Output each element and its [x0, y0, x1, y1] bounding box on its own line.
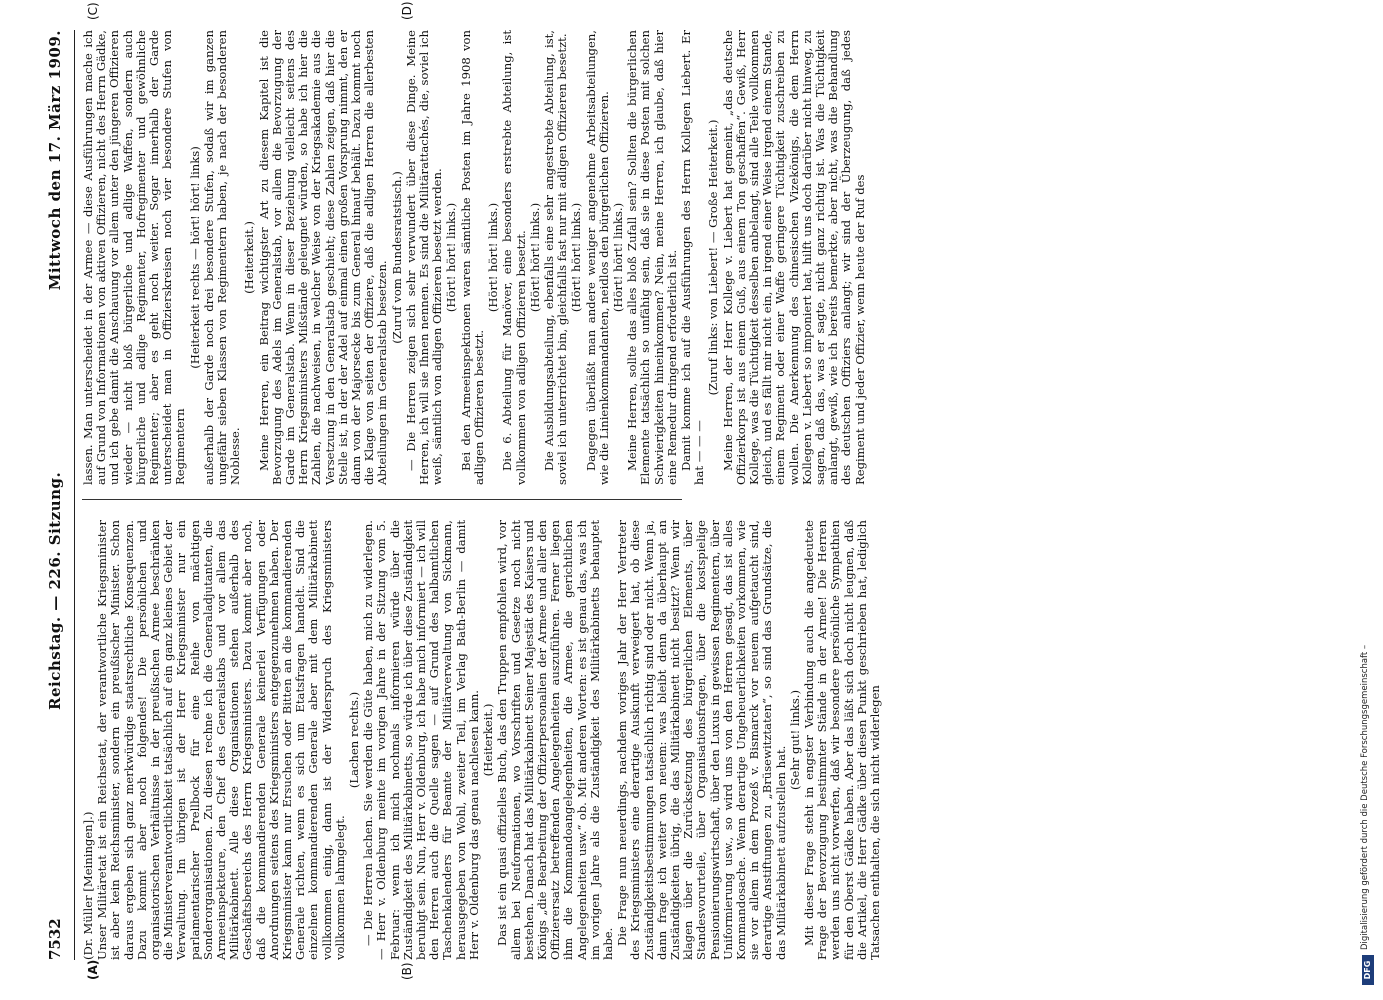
interjection: (Hört! hört! links.): [569, 202, 584, 313]
digitization-credit: Digitalisierung gefördert durch die Deutsche Forschungsgemeinschaft –: [1360, 644, 1370, 950]
interjection: (Hört! hört! links.): [610, 202, 625, 313]
left-column: [81, 520, 882, 960]
interjection: (Heiterkeit rechts — hört! hört! links): [187, 146, 202, 369]
interjection: (Lachen rechts.): [347, 691, 362, 789]
margin-marker-c: (C): [86, 2, 100, 20]
speaker-line: (Dr. Müller [Meiningen].): [81, 811, 95, 960]
right-column: [81, 30, 867, 485]
paragraph: Die 6. Abteilung für Manöver, eine besonders erstrebte Abteilung, ist vollkommen von adligen Offizieren besetzt.: [500, 30, 528, 485]
column-divider: [82, 499, 682, 500]
paragraph: Damit komme ich auf die Ausführungen des Herrn Kollegen Liebert. Er hat — — —: [678, 30, 707, 485]
paragraph: Meine Herren, der Herr Kollege v. Liebert hat gemeint, „das deutsche Offizierkorps ist aus einem Guß, aus einem Ton geschaffen“. Gewiß, Herr Kollege, was die Tüchtigkeit desselben anbelangt, sind alle Teile vollkommen gleich, und es fällt mir nicht ein, in irgend einer Weise irgend einem Stande, einem Regiment oder einer Waffe geringere Tüchtigkeit zuschreiben zu wollen. Die Anerkennung des chinesischen Vizekönigs, die dem Herrn Kollegen v. Liebert so imponiert hat, hilft uns doch darüber nicht hinweg, zu sagen, daß das, was er sagte, nicht ganz richtig ist. Was die Tüchtigkeit anlangt, gewiß, wie ich bereits bemerkte, aber nicht, was die Behandlung des deutschen Offiziers anlangt; wir sind der Überzeugung, daß jedes Regiment und jeder Offizier, wenn heute der Ruf des: [720, 30, 867, 485]
paragraph: Unser Militäretat ist ein Reichsetat, der verantwortliche Kriegsminister ist aber kein Reichsminister, sondern ein preußischer Minister. Schon daraus ergeben sich ganz merkwürdige staatsrechtliche Konsequenzen. Dazu kommt aber noch folgendes! Die persönlichen und organisatorischen Verhältnisse in der preußischen Armee beschränken die Ministerverantwortlichkeit tatsächlich auf ein ganz kleines Gebiet der Verwaltung. Im übrigen ist der Herr Kriegsminister nur ein parlamentarischer Prellbock für eine Reihe von mächtigen Sonderorganisationen. Zu diesen rechne ich die Generaladjutanten, die Armeeinspekteure, den Chef des Generalstabs und vor allem das Militärkabinett. Alle diese Organisationen stehen außerhalb des Geschäftsbereichs des Herrn Kriegsministers. Dazu kommt aber noch, daß die kommandierenden Generale keinerlei Verfügungen oder Anordnungen seitens des Kriegsministers entgegenzunehmen haben. Der Kriegsminister kann nur Ersuchen oder Bitten an die kommandierenden Generale richten, wenn es sich um Etatsfragen handelt. Sind die einzelnen kommandierenden Generale aber mit dem Militärkabinett vollkommen einig, dann ist der Widerspruch des Kriegsministers vollkommen lahmgelegt.: [95, 520, 347, 960]
interjection: (Zuruf links: von Liebert! — Große Heiterkeit.): [706, 119, 721, 396]
margin-marker-d: (D): [400, 1, 414, 20]
interjection: (Sehr gut! links.): [787, 690, 802, 790]
paragraph: Bei den Armeeinspektionen waren sämtliche Posten im Jahre 1908 von adligen Offizieren besetzt.: [458, 30, 486, 485]
interjection: (Hört! hört! links.): [486, 202, 501, 313]
header-rule: [74, 30, 75, 960]
paragraph: Meine Herren, ein Beitrag wichtigster Art zu diesem Kapitel ist die Bevorzugung des Adels im Generalstab, vor allem die Bevorzugung der Garde im Generalstab. Wenn in dieser Beziehung vielleicht seitens des Herrn Kriegsministers Mißstände geleugnet würden, so habe ich hier die Zahlen, die nachweisen, in welcher Weise von der Kriegsakademie aus die Versetzung in den Generalstab geschieht; diese Zahlen zeigen, daß hier die Stelle ist, in der der Adel auf einmal einen großen Vorsprung nimmt, den er dann von der Majorsecke bis zum General hinauf behält. Dazu kommt noch die Klage von seiten der Offiziere, daß die adligen Herren die allerbesten Abteilungen im Generalstab besetzen.: [256, 30, 390, 485]
interjection: (Hört! hört! links.): [527, 202, 542, 313]
session-date: Mittwoch den 17. März 1909.: [46, 30, 64, 291]
interjection: (Hört! hört! links.): [444, 202, 459, 313]
page-number: 7532: [46, 918, 64, 960]
dfg-logo: DFG: [1362, 955, 1374, 985]
interjection: (Heiterkeit.): [481, 703, 496, 777]
paragraph: Dagegen überläßt man andere weniger angenehme Arbeitsabteilungen, wie die Linienkommandanten, neidlos den bürgerlichen Offizieren.: [583, 30, 611, 485]
paragraph: außerhalb der Garde noch drei besondere Stufen, sodaß wir im ganzen ungefähr sieben Klassen von Regimentern haben, je nach der besonderen Noblesse.: [201, 30, 243, 485]
paragraph: Mit dieser Frage steht in engster Verbindung auch die angedeutete Frage der Bevorzugung bestimmter Stände in der Armee! Die Herren werden uns nicht vorwerfen, daß wir besondere persönliche Sympathien für den Oberst Gädke haben. Aber das läßt sich doch nicht leugnen, daß die Artikel, die Herr Gädke über diesen Punkt geschrieben hat, lediglich Tatsachen enthalten, die sich nicht widerlegen: [801, 520, 882, 960]
margin-marker-b: (B): [400, 962, 414, 980]
margin-marker-a: (A): [86, 959, 100, 980]
session-title: Reichstag. — 226. Sitzung.: [46, 471, 64, 710]
paragraph: — Die Herren zeigen sich sehr verwundert über diese Dinge. Meine Herren, ich will sie Ihnen nennen. Es sind die Militärattachés, die, soviel ich weiß, sämtlich von adligen Offizieren besetzt werden.: [403, 30, 445, 485]
paragraph: Das ist ein quasi offizielles Buch, das den Truppen empfohlen wird, vor allem bei Neuformationen, wo Vorschriften und Gesetze noch nicht bestehen. Danach hat das Militärkabinett Seiner Majestät des Kaisers und Königs „die Bearbeitung der Offizierpersonalien der Armee und aller den Offizierersatz betreffenden Angelegenheiten auszuführen. Ferner liegen ihm die Kommandoangelegenheiten, die Armee, die gerichtlichen Angelegenheiten usw.“ ob. Mit anderen Worten: es ist genau das, was ich im vorigen Jahre als die Zuständigkeit des Militärkabinetts behauptet habe.: [495, 520, 615, 960]
page-header: [40, 30, 70, 960]
paragraph: lassen. Man unterscheidet in der Armee — diese Ausführungen mache ich auf Grund von Informationen von aktiven Offizieren, nicht des Herrn Gädke, und ich gebe damit die Anschauung vor allem unter den jüngeren Offizieren wieder — nicht bloß bürgerliche und adlige Waffen, sondern auch bürgerliche und adlige Regimenter, Hofregimenter und gewöhnliche Regimenter; aber es geht noch weiter. Sogar innerhalb der Garde unterscheidet man in Offizierskreisen noch vier besondere Stufen von Regimentern: [81, 30, 188, 485]
paragraph: — Die Herren lachen. Sie werden die Güte haben, mich zu widerlegen. — Herr v. Oldenburg meinte im vorigen Jahre in der Sitzung vom 5. Februar: wenn ich mich nochmals informieren würde über die Zuständigkeit des Militärkabinetts, so würde ich über diese Zuständigkeit beruhigt sein. Nun, Herr v. Oldenburg, ich habe mich informiert — ich will den Herren auch die Quelle sagen — auf Grund des halbamtlichen Taschenkalenders für Beamte der Militärverwaltung von Sickmann, herausgegeben von Wohl, zweiter Teil, im Verlag Bath-Berlin — damit Herr v. Oldenburg das genau nachlesen kann.: [361, 520, 481, 960]
interjection: (Heiterkeit.): [242, 221, 257, 294]
interjection: (Zuruf vom Bundesratstisch.): [389, 171, 404, 344]
paragraph: Meine Herren, sollte das alles bloß Zufall sein? Sollten die bürgerlichen Elemente tatsächlich so unfähig sein, daß sie in diese Posten mit solchen Schwierigkeiten hineinkommen? Nein, meine Herren, ich glaube, daß hier eine Remedur dringend erforderlich ist.: [625, 30, 679, 485]
paragraph: Die Frage nun neuerdings, nachdem voriges Jahr der Herr Vertreter des Kriegsministers eine derartige Auskunft verweigert hat, ob diese Zuständigkeitsbestimmungen tatsächlich richtig sind oder nicht. Wenn ja, dann frage ich weiter von neuem: was bleibt denn da überhaupt an Zuständigkeiten übrig, die das Militärkabinett nicht besitzt? Wenn wir klagen über die Zurücksetzung des bürgerlichen Elements, über Standesvorurteile, über Organisationsfragen, über die kostspielige Pensionierungswirtschaft, über den Luxus in gewissen Regimentern, über Uniformierung usw., so wird uns von den Herren gesagt, das ist alles Kommandosache. Wenn derartige Ungeheuerlichkeiten vorkommen, wie sie vor allem in dem Prozeß v. Bismarck vor neuem aufgetaucht sind, derartige Anstiftungen zu „Brüsewitztaten“, so sind das Grundsätze, die das Militärkabinett aufzustellen hat.: [615, 520, 788, 960]
paragraph: Die Ausbildungsabteilung, ebenfalls eine sehr angestrebte Abteilung, ist, soviel ich unterrichtet bin, gleichfalls fast nur mit adligen Offizieren besetzt.: [541, 30, 570, 485]
